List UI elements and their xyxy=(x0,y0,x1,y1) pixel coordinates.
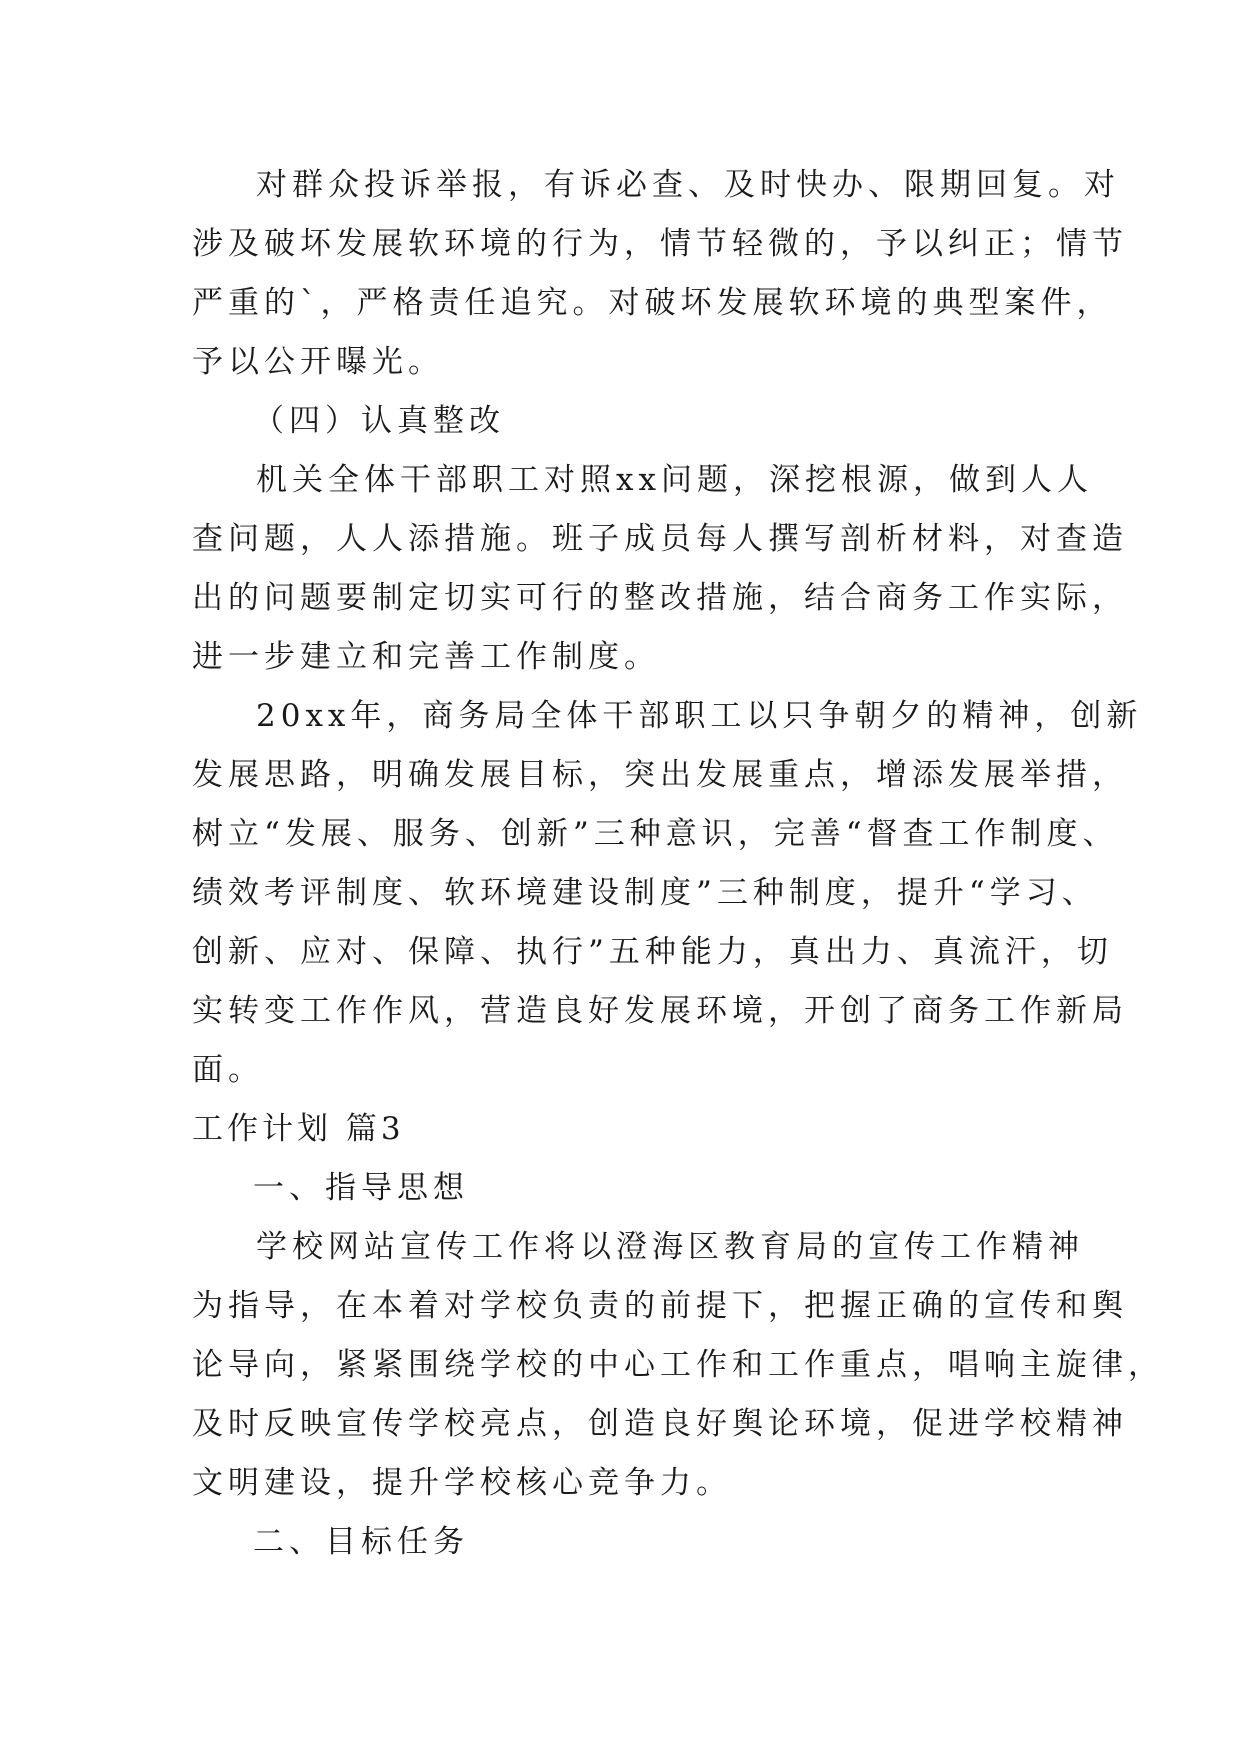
paragraph-line: 查问题，人人添措施。班子成员每人撰写剖析材料，对查造 xyxy=(192,521,1128,557)
paragraph-line: 涉及破坏发展软环境的行为，情节轻微的，予以纠正；情节 xyxy=(192,226,1128,262)
paragraph-line: 及时反映宣传学校亮点，创造良好舆论环境，促进学校精神 xyxy=(192,1406,1128,1442)
paragraph-line: 对群众投诉举报，有诉必查、及时快办、限期回复。对 xyxy=(256,167,1120,203)
paragraph-line: 绩效考评制度、软环境建设制度”三种制度，提升“学习、 xyxy=(192,875,1098,911)
paragraph-line: 学校网站宣传工作将以澄海区教育局的宣传工作精神 xyxy=(256,1229,1084,1265)
paragraph-line: 进一步建立和完善工作制度。 xyxy=(192,639,660,675)
section-title: 工作计划 篇3 xyxy=(192,1111,405,1147)
paragraph-line: 20xx年，商务局全体干部职工以只争朝夕的精神，创新 xyxy=(256,698,1143,734)
paragraph-line: 文明建设，提升学校核心竞争力。 xyxy=(192,1465,732,1501)
subheading: 二、目标任务 xyxy=(253,1524,469,1560)
subheading: 一、指导思想 xyxy=(253,1170,469,1206)
paragraph-line: 发展思路，明确发展目标，突出发展重点，增添发展举措， xyxy=(192,757,1128,793)
paragraph-line: 论导向，紧紧围绕学校的中心工作和工作重点，唱响主旋律， xyxy=(192,1347,1164,1383)
paragraph-line: 面。 xyxy=(192,1052,264,1088)
paragraph-line: 创新、应对、保障、执行”五种能力，真出力、真流汗，切 xyxy=(192,934,1113,970)
paragraph-line: 予以公开曝光。 xyxy=(192,344,444,380)
paragraph-line: 机关全体干部职工对照xx问题，深挖根源，做到人人 xyxy=(256,462,1093,498)
paragraph-line: 严重的`，严格责任追究。对破坏发展软环境的典型案件， xyxy=(192,285,1113,321)
paragraph-line: 为指导，在本着对学校负责的前提下，把握正确的宣传和舆 xyxy=(192,1288,1128,1324)
paragraph-line: 实转变工作作风，营造良好发展环境，开创了商务工作新局 xyxy=(192,993,1128,1029)
subheading: （四）认真整改 xyxy=(253,403,505,439)
paragraph-line: 树立“发展、服务、创新”三种意识，完善“督查工作制度、 xyxy=(192,816,1119,852)
paragraph-line: 出的问题要制定切实可行的整改措施，结合商务工作实际， xyxy=(192,580,1128,616)
